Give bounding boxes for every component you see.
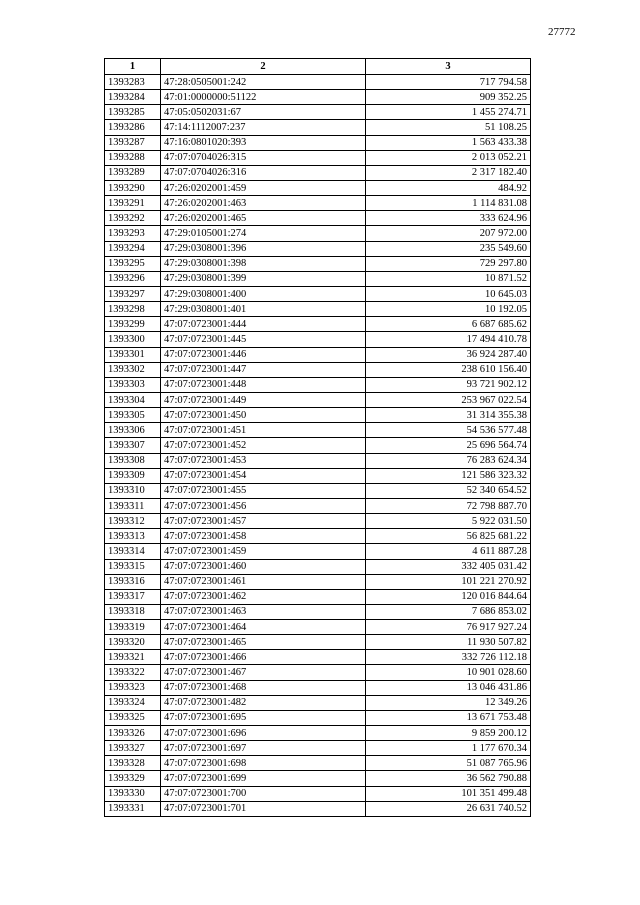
column-header-2: 2 [161,59,366,75]
table-row [105,362,531,377]
value-cell: 5 922 031.50 [366,514,531,529]
cadastral-number-cell: 47:29:0308001:398 [161,256,366,271]
cadastral-number-cell: 47:26:0202001:465 [161,211,366,226]
table-row [105,241,531,256]
value-cell: 909 352.25 [366,90,531,105]
value-cell: 10 192.05 [366,302,531,317]
cadastral-number-cell: 47:07:0723001:695 [161,710,366,725]
row-id-cell: 1393291 [105,196,161,211]
cadastral-number-cell: 47:07:0723001:464 [161,620,366,635]
table-row [105,559,531,574]
value-cell: 332 726 112.18 [366,650,531,665]
value-cell: 54 536 577.48 [366,423,531,438]
table-row [105,574,531,589]
table-row [105,150,531,165]
row-id-cell: 1393310 [105,483,161,498]
cadastral-number-cell: 47:07:0723001:448 [161,377,366,392]
value-cell: 52 340 654.52 [366,483,531,498]
cadastral-number-cell: 47:07:0723001:701 [161,801,366,816]
column-header-1: 1 [105,59,161,75]
value-cell: 36 924 287.40 [366,347,531,362]
value-cell: 332 405 031.42 [366,559,531,574]
table-row [105,105,531,120]
value-cell: 1 114 831.08 [366,196,531,211]
value-cell: 2 317 182.40 [366,165,531,180]
row-id-cell: 1393326 [105,726,161,741]
row-id-cell: 1393300 [105,332,161,347]
cadastral-number-cell: 47:07:0723001:466 [161,650,366,665]
table-row [105,801,531,816]
row-id-cell: 1393308 [105,453,161,468]
row-id-cell: 1393318 [105,604,161,619]
cadastral-number-cell: 47:07:0723001:449 [161,392,366,407]
row-id-cell: 1393301 [105,347,161,362]
row-id-cell: 1393303 [105,377,161,392]
table-row [105,771,531,786]
value-cell: 51 108.25 [366,120,531,135]
cadastral-number-cell: 47:07:0723001:467 [161,665,366,680]
value-cell: 101 221 270.92 [366,574,531,589]
row-id-cell: 1393324 [105,695,161,710]
row-id-cell: 1393307 [105,438,161,453]
row-id-cell: 1393309 [105,468,161,483]
row-id-cell: 1393290 [105,180,161,195]
value-cell: 2 013 052.21 [366,150,531,165]
cadastral-number-cell: 47:07:0723001:459 [161,544,366,559]
value-cell: 36 562 790.88 [366,771,531,786]
row-id-cell: 1393295 [105,256,161,271]
row-id-cell: 1393316 [105,574,161,589]
page-number: 27772 [548,26,576,38]
row-id-cell: 1393328 [105,756,161,771]
value-cell: 13 046 431.86 [366,680,531,695]
table-row [105,786,531,801]
value-cell: 1 177 670.34 [366,741,531,756]
cadastral-number-cell: 47:05:0502031:67 [161,105,366,120]
table-body [105,75,531,817]
column-header-3: 3 [366,59,531,75]
cadastral-number-cell: 47:07:0723001:444 [161,317,366,332]
cadastral-number-cell: 47:07:0723001:698 [161,756,366,771]
value-cell: 484.92 [366,180,531,195]
table-row [105,135,531,150]
table-row [105,256,531,271]
cadastral-value-table [104,58,531,817]
value-cell: 11 930 507.82 [366,635,531,650]
value-cell: 12 349.26 [366,695,531,710]
row-id-cell: 1393293 [105,226,161,241]
cadastral-number-cell: 47:07:0723001:463 [161,604,366,619]
table-row [105,710,531,725]
value-cell: 120 016 844.64 [366,589,531,604]
cadastral-number-cell: 47:07:0723001:462 [161,589,366,604]
cadastral-number-cell: 47:07:0704026:315 [161,150,366,165]
cadastral-number-cell: 47:07:0723001:452 [161,438,366,453]
value-cell: 51 087 765.96 [366,756,531,771]
value-cell: 729 297.80 [366,256,531,271]
table-row [105,741,531,756]
table-row [105,544,531,559]
table-row [105,165,531,180]
table-row [105,650,531,665]
table-row [105,695,531,710]
table-row [105,620,531,635]
row-id-cell: 1393313 [105,529,161,544]
table-row [105,226,531,241]
value-cell: 26 631 740.52 [366,801,531,816]
row-id-cell: 1393299 [105,317,161,332]
row-id-cell: 1393314 [105,544,161,559]
row-id-cell: 1393289 [105,165,161,180]
cadastral-number-cell: 47:07:0723001:482 [161,695,366,710]
table-row [105,408,531,423]
row-id-cell: 1393331 [105,801,161,816]
value-cell: 717 794.58 [366,75,531,90]
row-id-cell: 1393287 [105,135,161,150]
value-cell: 253 967 022.54 [366,392,531,407]
cadastral-number-cell: 47:07:0723001:446 [161,347,366,362]
row-id-cell: 1393305 [105,408,161,423]
cadastral-number-cell: 47:07:0723001:458 [161,529,366,544]
row-id-cell: 1393330 [105,786,161,801]
value-cell: 56 825 681.22 [366,529,531,544]
value-cell: 1 455 274.71 [366,105,531,120]
table-row [105,392,531,407]
cadastral-number-cell: 47:07:0723001:454 [161,468,366,483]
row-id-cell: 1393311 [105,498,161,513]
row-id-cell: 1393285 [105,105,161,120]
value-cell: 121 586 323.32 [366,468,531,483]
cadastral-number-cell: 47:07:0723001:451 [161,423,366,438]
value-cell: 333 624.96 [366,211,531,226]
value-cell: 7 686 853.02 [366,604,531,619]
row-id-cell: 1393317 [105,589,161,604]
value-cell: 76 917 927.24 [366,620,531,635]
table-header-row [105,59,531,75]
value-cell: 10 871.52 [366,271,531,286]
table-row [105,726,531,741]
table-row [105,756,531,771]
value-cell: 13 671 753.48 [366,710,531,725]
cadastral-number-cell: 47:07:0723001:700 [161,786,366,801]
row-id-cell: 1393302 [105,362,161,377]
row-id-cell: 1393319 [105,620,161,635]
table-row [105,90,531,105]
cadastral-number-cell: 47:29:0308001:396 [161,241,366,256]
row-id-cell: 1393286 [105,120,161,135]
value-cell: 93 721 902.12 [366,377,531,392]
cadastral-number-cell: 47:07:0723001:697 [161,741,366,756]
cadastral-number-cell: 47:29:0308001:400 [161,286,366,301]
cadastral-number-cell: 47:14:1112007:237 [161,120,366,135]
cadastral-number-cell: 47:07:0723001:456 [161,498,366,513]
table-row [105,529,531,544]
row-id-cell: 1393312 [105,514,161,529]
cadastral-number-cell: 47:26:0202001:459 [161,180,366,195]
value-cell: 10 901 028.60 [366,665,531,680]
cadastral-number-cell: 47:07:0723001:450 [161,408,366,423]
value-cell: 17 494 410.78 [366,332,531,347]
row-id-cell: 1393283 [105,75,161,90]
value-cell: 10 645.03 [366,286,531,301]
row-id-cell: 1393284 [105,90,161,105]
cadastral-number-cell: 47:16:0801020:393 [161,135,366,150]
cadastral-number-cell: 47:07:0723001:457 [161,514,366,529]
table-row [105,514,531,529]
row-id-cell: 1393321 [105,650,161,665]
table-row [105,498,531,513]
table-row [105,120,531,135]
cadastral-number-cell: 47:29:0308001:399 [161,271,366,286]
table-row [105,589,531,604]
cadastral-number-cell: 47:07:0723001:453 [161,453,366,468]
table-row [105,347,531,362]
value-cell: 207 972.00 [366,226,531,241]
value-cell: 9 859 200.12 [366,726,531,741]
cadastral-number-cell: 47:07:0704026:316 [161,165,366,180]
value-cell: 25 696 564.74 [366,438,531,453]
table-row [105,468,531,483]
table-row [105,302,531,317]
cadastral-number-cell: 47:07:0723001:699 [161,771,366,786]
value-cell: 76 283 624.34 [366,453,531,468]
cadastral-number-cell: 47:29:0308001:401 [161,302,366,317]
value-cell: 1 563 433.38 [366,135,531,150]
row-id-cell: 1393296 [105,271,161,286]
cadastral-number-cell: 47:07:0723001:468 [161,680,366,695]
cadastral-number-cell: 47:26:0202001:463 [161,196,366,211]
row-id-cell: 1393292 [105,211,161,226]
cadastral-number-cell: 47:07:0723001:455 [161,483,366,498]
row-id-cell: 1393327 [105,741,161,756]
table-row [105,483,531,498]
table-row [105,680,531,695]
row-id-cell: 1393325 [105,710,161,725]
row-id-cell: 1393297 [105,286,161,301]
table-row [105,453,531,468]
table-row [105,75,531,90]
row-id-cell: 1393304 [105,392,161,407]
row-id-cell: 1393315 [105,559,161,574]
cadastral-number-cell: 47:07:0723001:465 [161,635,366,650]
value-cell: 4 611 887.28 [366,544,531,559]
cadastral-number-cell: 47:07:0723001:445 [161,332,366,347]
row-id-cell: 1393320 [105,635,161,650]
row-id-cell: 1393323 [105,680,161,695]
row-id-cell: 1393288 [105,150,161,165]
cadastral-number-cell: 47:07:0723001:696 [161,726,366,741]
table-row [105,286,531,301]
table-row [105,438,531,453]
row-id-cell: 1393322 [105,665,161,680]
row-id-cell: 1393298 [105,302,161,317]
table-row [105,665,531,680]
table-row [105,332,531,347]
table-row [105,180,531,195]
table-row [105,211,531,226]
value-cell: 72 798 887.70 [366,498,531,513]
value-cell: 238 610 156.40 [366,362,531,377]
row-id-cell: 1393306 [105,423,161,438]
value-cell: 31 314 355.38 [366,408,531,423]
row-id-cell: 1393329 [105,771,161,786]
table-row [105,423,531,438]
table-row [105,377,531,392]
cadastral-number-cell: 47:29:0105001:274 [161,226,366,241]
cadastral-number-cell: 47:07:0723001:460 [161,559,366,574]
value-cell: 235 549.60 [366,241,531,256]
value-cell: 6 687 685.62 [366,317,531,332]
cadastral-number-cell: 47:01:0000000:51122 [161,90,366,105]
table-row [105,635,531,650]
table-row [105,317,531,332]
cadastral-number-cell: 47:28:0505001:242 [161,75,366,90]
table-row [105,271,531,286]
cadastral-number-cell: 47:07:0723001:461 [161,574,366,589]
table-row [105,604,531,619]
table-row [105,196,531,211]
value-cell: 101 351 499.48 [366,786,531,801]
cadastral-number-cell: 47:07:0723001:447 [161,362,366,377]
row-id-cell: 1393294 [105,241,161,256]
